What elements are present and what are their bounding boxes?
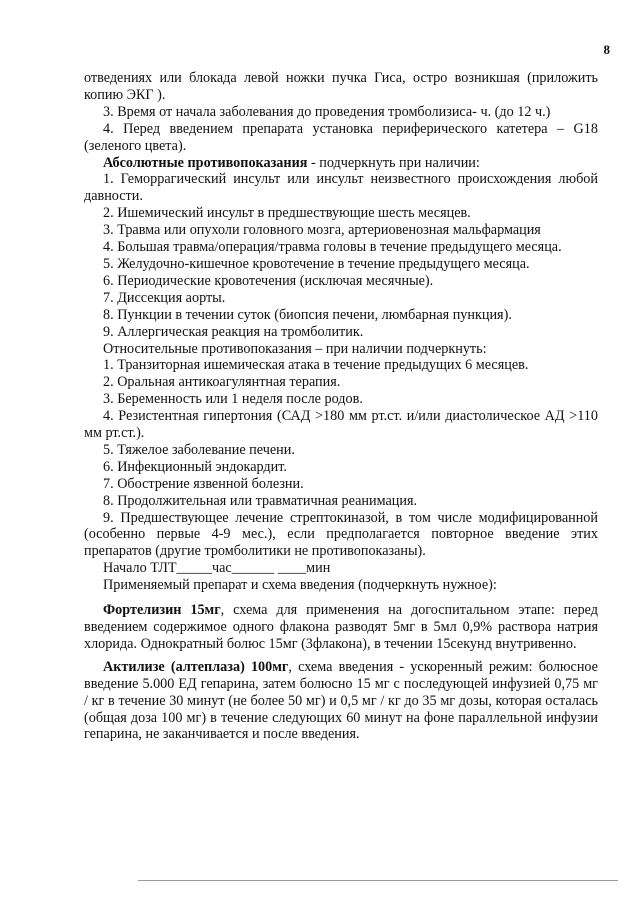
relative-contraindications-heading: Относительные противопоказания – при наличии подчеркнуть: [103, 340, 487, 357]
rel-item-1: 1. Транзиторная ишемическая атака в течение предыдущих 6 месяцев. [103, 357, 529, 374]
actilyse-title: Актилизе (алтеплаза) 100мг [103, 658, 289, 675]
abs-item-2: 2. Ишемический инсульт в предшествующие шесть месяцев. [103, 205, 471, 222]
rel-item-7: 7. Обострение язвенной болезни. [103, 475, 304, 492]
abs-item-9: 9. Аллергическая реакция на тромболитик. [103, 323, 364, 340]
rel-item-6: 6. Инфекционный эндокардит. [103, 458, 287, 475]
rel-item-5: 5. Тяжелое заболевание печени. [103, 441, 295, 458]
rel-item-8: 8. Продолжительная или травматичная реанимация. [103, 492, 418, 509]
absolute-title: Абсолютные противопоказания [103, 154, 308, 171]
abs-item-7: 7. Диссекция аорты. [103, 289, 226, 306]
scheme-heading: Применяемый препарат и схема введения (подчеркнуть нужное): [103, 577, 497, 594]
abs-item-3: 3. Травма или опухоли головного мозга, артериовенозная мальфармация [103, 222, 541, 239]
absolute-note: - подчеркнуть при наличии: [307, 154, 480, 171]
paragraph-ecg: отведениях или блокада левой ножки пучка Гиса, остро возникшая (приложить копию ЭКГ ). [84, 70, 598, 103]
page-number: 8 [603, 42, 610, 57]
fortelizin-text: , схема для применения на догоспитальном этапе: перед введением содержимое одного флакона разводят 5мг в 5мл 0,9% раствора натрия хлорида. Однократный болюс 15мг (3флакона), в течении 15секунд внутривенно. [84, 602, 598, 652]
absolute-contraindications-heading [84, 155, 598, 172]
fortelizin-title: Фортелизин 15мг [103, 602, 221, 619]
rel-item-9: 9. Предшествующее лечение стрептокиназой, в том числе модифицированной (особенно первые 4-9 мес.), если предполагается повторное введение этих препаратов (другие тромболитики не противопоказаны). [84, 509, 598, 560]
abs-item-8: 8. Пункции в течении суток (биопсия печени, люмбарная пункция). [103, 306, 512, 323]
actilyse-paragraph [84, 659, 598, 744]
paragraph-catheter: 4. Перед введением препарата установка периферического катетера – G18 (зеленого цвета). [84, 120, 598, 154]
rel-item-4: 4. Резистентная гипертония (САД >180 мм рт.ст. и/или диастолическое АД >110 мм рт.ст.). [84, 408, 598, 442]
abs-item-5: 5. Желудочно-кишечное кровотечение в течение предыдущего месяца. [103, 255, 530, 272]
document-body [84, 70, 598, 743]
rel-item-2: 2. Оральная антикоагулянтная терапия. [103, 374, 341, 391]
abs-item-6: 6. Периодические кровотечения (исключая месячные). [103, 272, 434, 289]
footer-divider [138, 880, 618, 881]
abs-item-1: 1. Геморрагический инсульт или инсульт неизвестного происхождения любой давности. [84, 171, 598, 205]
tlt-start-field: Начало ТЛТ_____час______ ____мин [103, 560, 331, 577]
abs-item-4: 4. Большая травма/операция/травма головы в течение предыдущего месяца. [103, 239, 562, 256]
fortelizin-paragraph [84, 602, 598, 653]
rel-item-3: 3. Беременность или 1 неделя после родов. [103, 391, 363, 408]
actilyse-text: , схема введения - ускоренный режим: болюсное введение 5.000 ЕД гепарина, затем болюсно 15 мг с последующей инфузией 0,75 мг / кг в течение 30 минут (не более 50 мг) и 0,5 мг / кг до 35 мг дозы, которая осталась (общая доза 100 мг) в течение следующих 60 минут на фоне параллельной инфузии гепарина, не заканчивается и после введения. [84, 658, 598, 743]
paragraph-time: 3. Время от начала заболевания до проведения тромболизиса- ч. (до 12 ч.) [103, 103, 551, 120]
